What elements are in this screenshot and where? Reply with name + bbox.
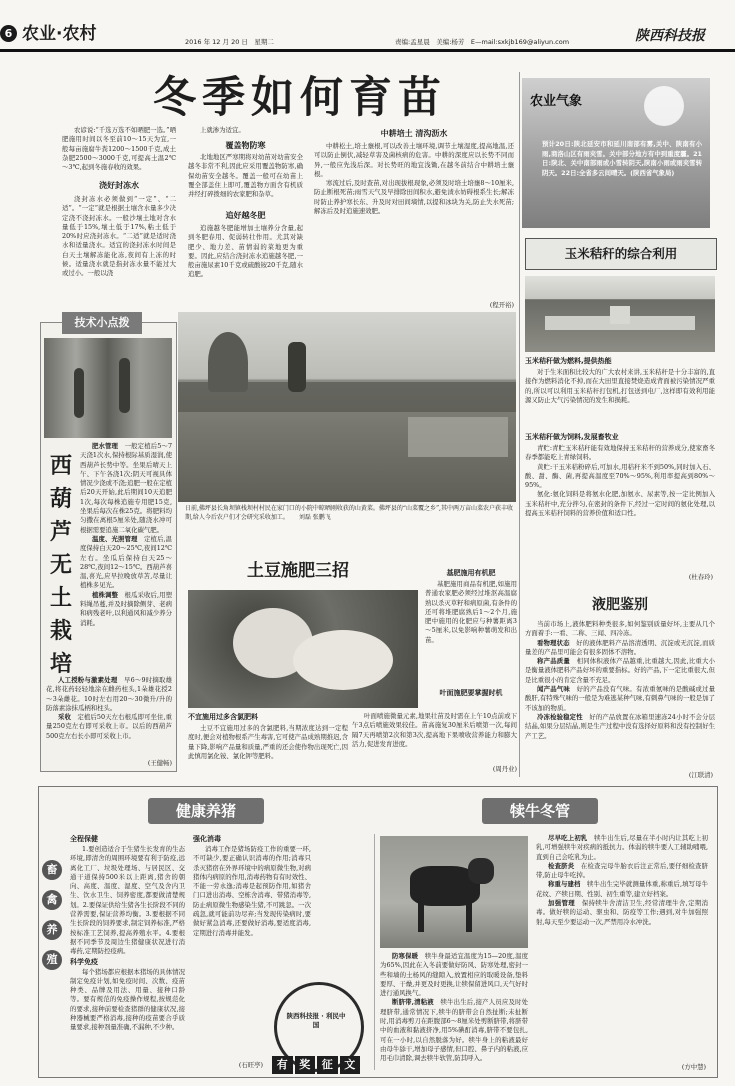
calf-sub4: 检查脐炎 bbox=[548, 861, 575, 870]
tech-t3: 植株调整 bbox=[92, 590, 118, 599]
article-intro: 农谚说:“千选万选不如晒肥一选。”晒肥施用时间以冬至前10～15天为宜,一般每亩施腐牛粪1200～1500千克,成土杂肥2500～3000千克,可提高土温2℃～3℃,起到冬施春收的效果。 bbox=[62, 126, 176, 172]
subhead-cover: 覆盖物防寒 bbox=[225, 141, 266, 150]
newspaper-name: 陕西科技报 bbox=[635, 28, 705, 44]
tech-tips-title: 技术小点拨 bbox=[62, 312, 142, 334]
vertical-char-1: 畜 bbox=[42, 860, 62, 880]
potato-photo bbox=[188, 590, 418, 708]
pig-sub2: 科学免疫 bbox=[70, 957, 98, 966]
weather-text: 预计20日:陕北延安市和延川南部有雾,关中、陕南有小雨,商洛山区有雨夹雪。关中部分地方有中到重度霾。21日:陕北、关中南部雨或小雪转阴天,陕南小雨或雨夹雪转阴天。22日:全省多云间晴天。(陕西省气象局) bbox=[542, 140, 702, 177]
calf-banner: 犊牛冬管 bbox=[482, 798, 598, 824]
seal-ring-text: 陕西科技报 · 利民中国 bbox=[286, 1012, 346, 1029]
seal-badge-1: 有 bbox=[272, 1056, 293, 1074]
article-hoe-soil-author: (程开裕) bbox=[489, 301, 514, 309]
pig-banner: 健康养猪 bbox=[148, 798, 264, 824]
potato-author: (周丹业) bbox=[492, 765, 517, 773]
vertical-char-2: 禽 bbox=[42, 890, 62, 910]
subhead-hoe-soil: 中耕培土 清沟沥水 bbox=[380, 129, 448, 138]
potato-text3: 土豆不宜施用过多的含氯肥料,当期浓度达到一定程度时,便会对植物根系产生毒害,它可使产品成熟期推迟,含量下降,影响产品量和质量,严重的还会使作物出现死亡,因此慎用氯化铵、氯化钾等肥料。 bbox=[188, 724, 348, 760]
main-photo-caption: 日前,佛坪县长角坝镇栈坝村村民在家门口的小院中晾晒刚收获的山黄菜。佛坪县的“山菜覆之乡”,其中两万亩山菜农户获丰收期,给人今后农户们才会研究采收加工。 刘磊 张鹏飞 bbox=[185, 505, 513, 521]
corn-title: 玉米秸秆的综合利用 bbox=[564, 246, 678, 261]
tech-t4: 人工授粉与激素处理 bbox=[58, 676, 118, 684]
liquid-title: 液肥鉴别 bbox=[592, 597, 648, 613]
main-headline: 冬季如何育苗 bbox=[153, 73, 447, 123]
pig-sub3: 强化消毒 bbox=[193, 835, 221, 843]
article-freeze-water: 浇封冻水必须做到“一定”、“二适”。“一定”就是根据土壤含水量多少决定浇不浇封冻水。一般沙壤土地对含水量低于15%,壤土低于17%,粘土低于20%时应浇封冻水。“二适”就是适时浇水和适量浇水。适宜的浇封冻水时间是白天土壤解冻能化冻,夜间有上冻的时候。适量浇水就是指封冻水量不能过大或过小。一般以浇 bbox=[62, 195, 176, 278]
vertical-char-4: 殖 bbox=[42, 950, 62, 970]
tech-t1: 肥水管理 bbox=[92, 442, 119, 450]
calf-text-right: 尽早吃上初乳 犊牛出生后,尽量在半小时内让其吃上初乳,可增强犊牛对疾病的抵抗力。体弱的犊牛要人工辅助哺喂,直到自己会吃乳为止。 检查脐炎 在检查完母牛胎衣后注正常后,要仔细检查脐带,防止母牛吃掉。 称重与建档 犊牛出生完毕就测量体重,称重后,填写母牛花纹、产犊日期、性别、初生重等,建立好档案。 加强管理 保持犊牛舍清洁卫生,经常清理牛舍,定期消毒。做好犊的运动、驱虫和、防疫等工作;遇到,对牛加强照射,每天至少要运动一次,严禁用冷水冲洗。 bbox=[536, 834, 708, 926]
calf-sub5: 称重与建档 bbox=[548, 880, 581, 889]
seal-badge-2: 奖 bbox=[295, 1056, 316, 1074]
header-rule bbox=[0, 49, 735, 52]
liquid-p2-title: 称产品质量 bbox=[537, 657, 570, 666]
calf-text-left: 防寒保暖 犊牛身最适宜温度为15—20度,温度为65%,因此在入冬前要做好防风、防寒处理,密封一些和墙的土杨风的缝隙入,放置相应的取暖设备,垫料要厚、干燥,并更及时更换,让犊保留进风口,天气好时进行通风换气。 断脐带,清粘液 犊牛出生后,接产人员应及时处理脐带,通常情况下,犊牛的脐带会自然扯断;未扯断时,用消毒剪刀在距腹部6～8厘米处剪断脐带,将脐带中的血液和黏液挤净,用5%碘酊消毒,脐带不要包扎,可在一小时,以自然脱落为好。犊牛身上的粘液最好由母牛舔干,增加母子感情,但口腔、鼻子内的粘液,应用毛巾清除,调去犊牛软管,防其呼入。 bbox=[380, 952, 528, 1063]
subhead-winter-fertilizer: 追好越冬肥 bbox=[225, 211, 266, 220]
main-photo-credit: 刘磊 张鹏飞 bbox=[298, 513, 331, 521]
potato-sub1: 基肥施用有机肥 bbox=[446, 569, 496, 577]
weather-sun-icon bbox=[644, 86, 684, 126]
livestock-vertical-label bbox=[40, 856, 64, 980]
corn-title-box bbox=[525, 238, 717, 270]
subhead-freeze-water: 浇好封冻水 bbox=[99, 181, 139, 190]
calf-sub1: 防寒保暖 bbox=[392, 952, 419, 960]
pig-sub1: 全程保健 bbox=[70, 835, 98, 843]
pig-col3-spacer bbox=[318, 834, 368, 974]
calf-sub6: 加强管理 bbox=[548, 899, 576, 908]
corn-sub2: 玉米秸秆做为饲料,发展畜牧业 bbox=[525, 433, 619, 441]
liquid-author: (江联清) bbox=[688, 771, 713, 779]
vertical-char-3: 养 bbox=[42, 920, 62, 940]
main-photo-field bbox=[178, 312, 516, 502]
editor-credits: 责编:孟星晨 美编:杨芳 E—mail:sxkjb169@aliyun.com bbox=[395, 38, 570, 46]
liquid-p3-title: 闻产品气味 bbox=[537, 685, 571, 694]
calf-sub2: 断脐带,清粘液 bbox=[392, 998, 434, 1007]
page-header bbox=[0, 0, 735, 60]
column-rule-1 bbox=[519, 72, 520, 777]
article-freeze-water-cont: 上就渗为适宜。 bbox=[200, 126, 245, 134]
potato-sub3: 不宜施用过多含氯肥料 bbox=[188, 713, 258, 721]
weather-box bbox=[522, 78, 710, 228]
potato-title: 土豆施肥三招 bbox=[247, 561, 349, 581]
pig-col2: 强化消毒 消毒工作是猪场防疫工作的重要一环,不可缺少,要正确认识消毒的作用;消毒只杀灭猪宿在外界环境中的病原微生物,对病猪体内病原的作用,消毒药物有有时效性、不能一劳永逸;消毒是起预防作用,如猪舍门口进出消毒、空栋舍消毒、带猪消毒等,防止病原微生物感染生猪,不可跳忽。一次疏忽,就可能前功尽弃;当发现传染病时,要做好紧急消毒,还要做好消毒,要适度消毒,定期进行消毒并能发。 bbox=[193, 835, 311, 937]
tech-author: (王健畅) bbox=[147, 759, 172, 767]
pig-col1: 全程保健 1.要创造适合于生猪生长发育的生态环境,即清舍的周围环境要有利于防疫,远离化工厂、垃圾处理场、与居民区、交通干道保持500米以上距离,猪舍的朝向、高度、温度、湿度、空气及舍内卫生、饮水卫生、饲养密度,都要做清楚规划。2.要保证供给生猪各生长阶段不同的营养需要,保证营养均衡。3.要根据不同生长阶段的饲养要求,制定饲养标准,严格按标准工艺饲养,提高养殖水平。4.要根据不同季节及周边生猪健康状况进行消毒药,定期防控疫病。 科学免疫 每个猪场都应根据本猪场的具体情况制定免疫计划,如免疫时间、次数、疫苗种类、品牌及用法、用量、接种口龄等。要有规范的免疫操作规程,按规范化的要求,接种前要检查猪群的健康状况,接种器械要严格消毒,接种的疫苗要合乎质量要求,接种剂量准确,不漏种,不少种。 bbox=[70, 835, 185, 1032]
corn-sub1: 玉米秸秆做为燃料,提供热能 bbox=[525, 357, 612, 365]
corn-text1: 对于生米面积比较大的广大农村来讲,玉米秸秆是十分丰富的,直接作为燃料消化不掉,而在大田里直接焚烧造成背面被污染情况严重的,所以可以利用玉米秸秆打包机,打包送到电厂,这样即有效利用能源又防止大气污染情况的发生和损耗。 bbox=[525, 368, 715, 404]
page-number: 6 bbox=[4, 27, 13, 40]
article-hoe-soil: 中耕松土,培土壅根,可以改善土壤环境,调节土壤湿度,提高地温,还可以防止倒伏,减轻草害及菌核病的危害。中耕的深度应以长势不同而异,一般应先浅后深。对长势旺的地宜浅锄,在越冬前结合中耕培土壅根。 寒流过后,及时查苗,对出现拔根现象,必须及时培土培壅8～10厘米,防止断根死苗;雨雪天气及早排除田间积水,避免渍水妨碍根系生长;解冻时防止养护寒长东、升及时对田间墒情,以提和冰块为关,防止失水死苗;解冻后及时追施速效肥。 bbox=[314, 142, 514, 216]
liquid-p1-title: 看物理状态 bbox=[537, 638, 570, 647]
issue-date: 2016 年 12 月 20 日 星期二 bbox=[185, 38, 274, 46]
liquid-text: 当前市场上,液体肥料种类很多,如何鉴别质量好坏,主要从几个方面着手:一看、二称、三闻、四冷冻。 看物理状态 好的液体肥料产品溶清透明、沉淀或无沉淀,而质量差的产品里可能会有很多固体不溶物。 称产品质量 相同体积液体产品越重,比重越大,因此,比重大小是衡量液体肥料产品好坏的重要指标。好的产品,下一定比重很大,但是比重很小的肯定含量不充足。 闻产品气味 好的产品没有气味。有浓重氨味的是酸碱或过量酸肝,有特殊气味的一般是为难逃某种气味,有刺鼻气味的一般是加了不该加的物质。 冷冻检验稳定性 好的产品放置在冰箱里速冻24小时不会分层结晶,如果分层结晶,则是生产过程中没有选择好原料和没有控制好生产工艺。 bbox=[525, 620, 715, 740]
weather-title: 农业气象 bbox=[530, 94, 583, 109]
tech-t5: 采收 bbox=[58, 713, 71, 722]
essay-contest-seal bbox=[268, 982, 364, 1078]
tech-vertical-title: 西葫芦无土栽培 bbox=[49, 454, 72, 677]
column-rule-2 bbox=[374, 834, 375, 1070]
article-cover: 北地地区严寒期将对幼苗对幼苗安全越冬非常不利,因此应采用覆盖物防寒,确保幼苗安全越冬。覆盖一般可在幼苗上覆全部盖住上即可,覆盖物方面含有机质并经打碎拨细的农家肥和杂草。 bbox=[188, 153, 303, 199]
corn-straw-photo bbox=[525, 276, 715, 352]
corn-author: (杜春玲) bbox=[688, 573, 713, 581]
calf-sub3: 尽早吃上初乳 bbox=[548, 834, 588, 842]
seal-badge-3: 征 bbox=[317, 1056, 338, 1074]
calf-photo bbox=[380, 836, 528, 948]
potato-text1: 基肥施用商品有机肥,如施用普通农家肥必须经过堆沤高温腐熟以杀灭草籽和病原菌,有条件的还可将堆肥腐熟后1～2个月,施肥中施用的化肥应与种薯距离3～5厘米,以免影响种薯萌发和出苗。 bbox=[425, 580, 517, 644]
article-winter-fertilizer: 追施越冬肥能增加土壤养分含量,起到冬肥春用、促弱转壮作用。尤其对缺肥少、地力差、苗情弱的菜地更为重要。因此,应结合浇封冻水追施越冬肥,一般亩施尿素10千克或硫酸铵20千克,随水追肥。 bbox=[188, 224, 303, 279]
tech-t2: 温度、光照管理 bbox=[92, 534, 138, 543]
pig-author: (石旺亭) bbox=[238, 1061, 263, 1069]
liquid-p4-title: 冷冻检验稳定性 bbox=[537, 712, 583, 721]
calf-author: (方中慧) bbox=[681, 1063, 706, 1071]
potato-text2: 叶面喷施微量元素,地果壮苗及时需在上午10点前或下午3点后喷施效果较佳。苗高施复30厘米后喷第一次,每间隔7天再喷第2次和第3次,提高地下果喷收营养能力和膨大活力,促进发育进度。 bbox=[352, 712, 517, 748]
tech-text-narrow: 肥水管理 一般定植后5～7天浇1次水,保持根际基质湿润,使西葫芦长势中等。坐果后晴天上午、下午各浇1次;阴天可视具体情况少浇或不浇;追肥一般在定植后20天开始,此后期间10天追肥1次,每次每株追施专用肥15克,坐果后每次在株25克。将肥料均匀撒在离根5厘米处,随浇水冲可根据需要追施二氧化碳气肥。 温度、光照管理 定植后,温度保持白天20～25℃,夜间12℃左右。坐瓜后保持白天25～28℃,夜间12～15℃。西葫芦喜温,喜光,应早拉晚放草苫,尽量让植株多见光。 植株调整 根瓜采收后,用塑料绳吊蔓,并及时摘除侧芽、老病和病残老叶,以利通风和减少养分消耗。 bbox=[80, 442, 172, 627]
corn-text2: 青贮:青贮玉米秸秆能有效地保持玉米秸秆的营养成分,使家畜冬春季都能吃上青绿饲料。 黄贮:干玉米秸粉碎后,可加水,用秸秆米不到50%,同时加入石、酸、甜、酶、菌,再提高温度至70%～95%,利用率提高到80%～95%。 氨化:氨化饲料是将氨水化肥,加氨水、尿素等,按一定比例加入玉米秸秆中,充分拌匀,在密封的条件下,经过一定时间的氨化处理,以提高玉米秸秆饲料的营养价值和适口性。 bbox=[525, 444, 715, 518]
page-number-badge bbox=[0, 25, 17, 42]
seal-badge-4: 文 bbox=[340, 1056, 361, 1074]
tech-text-wide: 人工授粉与激素处理 早6～9时摘取雄花,将花药轻轻地涂在雌药柱头,1朵雄花授2～3朵雌花。10时左右用20～30微升/升的防落素涂抹瓜柄和柱头。 采收 定植后50天左右根瓜即可坐住,重量250克左右即可采收上市。以后的西葫芦500克左右长小即可采收上市。 bbox=[46, 676, 172, 740]
section-title: 农业·农村 bbox=[22, 24, 97, 44]
potato-sub2: 叶面施肥要掌握时机 bbox=[439, 689, 503, 697]
zucchini-photo bbox=[44, 338, 172, 438]
